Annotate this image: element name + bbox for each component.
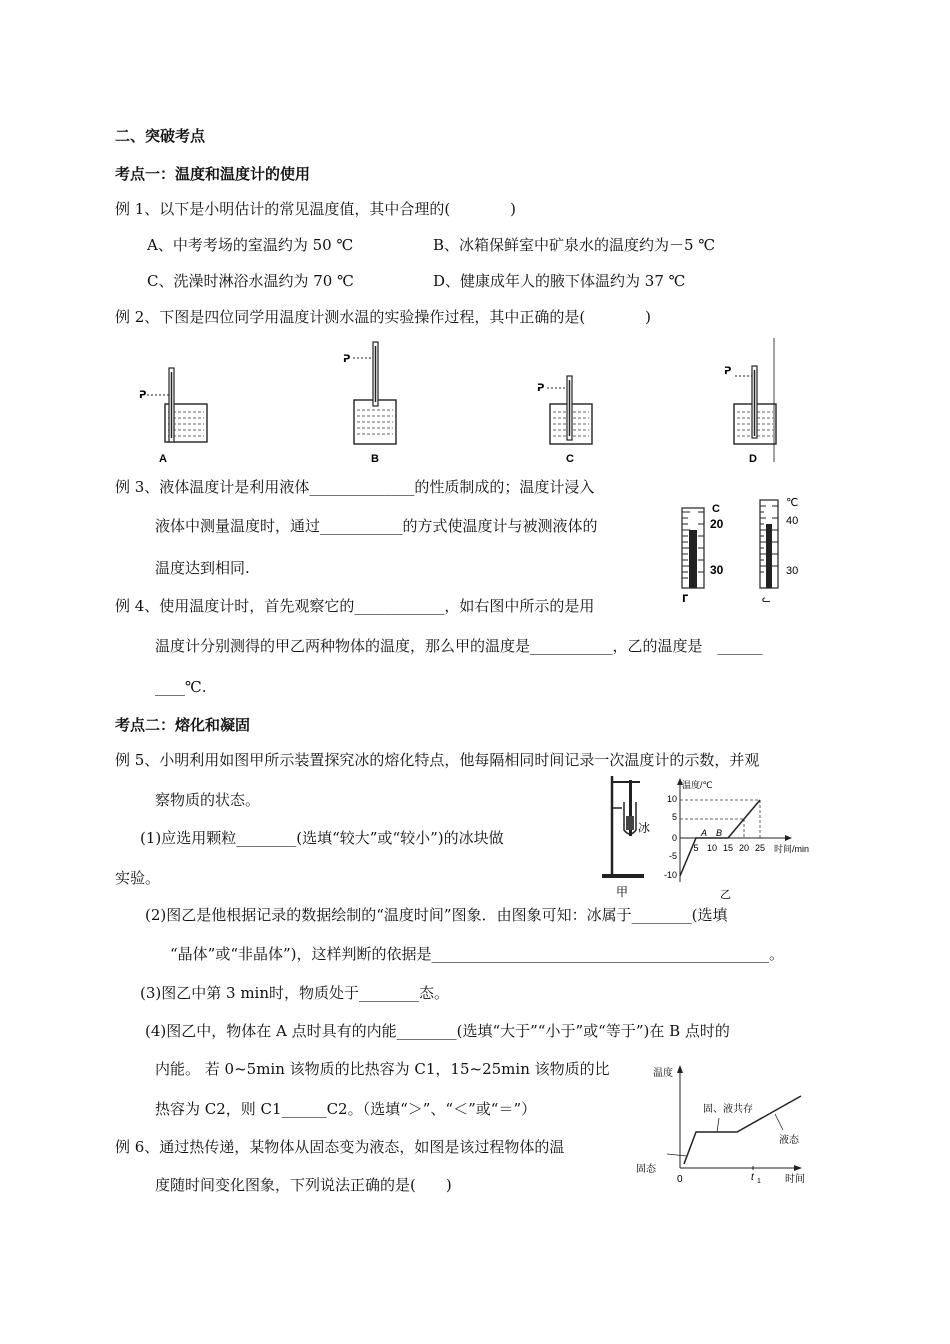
thermometer-yi (760, 497, 798, 605)
jia-tick-20: 20 (710, 517, 724, 531)
ex4-line-3: ____℃. (155, 678, 207, 696)
yi-caption: 乙 (720, 889, 731, 901)
ex5-q4c: 热容为 C2，则 C1______C2。（选填“＞”、“＜”或“＝”） (155, 1100, 537, 1118)
beaker-c (537, 376, 592, 444)
label-d: D (749, 453, 757, 464)
ex4-line-1: 例 4、使用温度计时，首先观察它的____________，如右图中所示的是用 (115, 597, 595, 615)
x-tick-15: 15 (722, 843, 734, 853)
ex6-x-label: 时间 (785, 1174, 805, 1185)
x-tick-25: 25 (754, 843, 766, 853)
ex5-graph (660, 776, 810, 902)
ex5-apparatus (600, 772, 660, 900)
x-tick-5: 5 (693, 843, 699, 853)
ex5-q2a: (2)图乙是他根据记录的数据绘制的“温度时间”图象．由图象可知：冰属于________(选填 (145, 906, 728, 924)
ex5-q1b: 实验。 (115, 869, 161, 887)
topic-1-title: 考点一：温度和温度计的使用 (115, 165, 311, 183)
jia-unit: C (712, 503, 720, 515)
ex1-option-c: C、洗澡时淋浴水温约为 70 ℃ (147, 272, 354, 290)
yi-tick-40: 40 (786, 515, 799, 527)
section-title: 二、突破考点 (115, 127, 206, 145)
point-a-label: A (701, 828, 708, 838)
ex1-option-a: A、中考考场的室温约为 50 ℃ (147, 236, 354, 254)
x-tick-10: 10 (706, 843, 718, 853)
svg-text:ᓚ: ᓚ (762, 594, 771, 605)
svg-text:ᕈ: ᕈ (139, 390, 147, 401)
ex6-line-1: 例 6、通过热传递，某物体从固态变为液态，如图是该过程物体的温 (115, 1138, 565, 1156)
beaker-b (343, 342, 396, 444)
ex1-option-d: D、健康成年人的腋下体温约为 37 ℃ (433, 272, 686, 290)
ex6-graph (625, 1060, 815, 1190)
ex6-solid-label: 固态 (636, 1164, 656, 1175)
ex5-q1a: (1)应选用颗粒________(选填“较大”或“较小”)的冰块做 (140, 829, 504, 847)
topic-2-title: 考点二：熔化和凝固 (115, 716, 251, 734)
label-c: C (566, 453, 574, 464)
ex4-line-2: 温度计分别测得的甲乙两种物体的温度，那么甲的温度是___________，乙的温度是 ______ (155, 637, 763, 655)
ex6-line-2: 度随时间变化图象，下列说法正确的是( ) (155, 1176, 452, 1194)
y-axis-label: 温度/℃ (682, 780, 713, 790)
ex6-y-label: 温度 (653, 1068, 673, 1079)
y-tick-0: 0 (671, 833, 677, 843)
y-tick-10: 10 (666, 794, 677, 804)
beaker-d (724, 366, 776, 444)
ex5-line-1: 例 5、小明利用如图甲所示装置探究冰的熔化特点，他每隔相同时间记录一次温度计的示数，并观 (115, 751, 760, 769)
ex6-origin: 0 (677, 1174, 683, 1185)
y-tick-5: 5 (671, 812, 677, 822)
ex3-line-1: 例 3、液体温度计是利用液体______________的性质制成的；温度计浸入 (115, 478, 595, 496)
svg-text:ᒥ: ᒥ (682, 594, 689, 605)
ex1-stem: 例 1、以下是小明估计的常见温度值，其中合理的( ) (115, 200, 517, 218)
svg-text:ᕈ: ᕈ (724, 366, 732, 377)
beaker-a (139, 368, 207, 442)
ex5-q4a: (4)图乙中，物体在 A 点时具有的内能________(选填“大于”“小于”或“等于”)在 B 点时的 (145, 1022, 730, 1040)
yi-tick-30: 30 (786, 565, 799, 577)
ex6-t1-sub: 1 (757, 1178, 761, 1185)
ice-label: 冰 (638, 821, 651, 835)
x-axis-label: 时间/min (774, 844, 810, 854)
point-b-label: B (716, 828, 723, 838)
jia-caption: 甲 (616, 885, 629, 899)
jia-tick-30: 30 (710, 563, 724, 577)
ex6-liquid-label: 液态 (779, 1135, 799, 1146)
x-tick-20: 20 (738, 843, 750, 853)
ex1-option-b: B、冰箱保鲜室中矿泉水的温度约为－5 ℃ (433, 236, 716, 254)
svg-text:ᕈ: ᕈ (343, 354, 351, 365)
ex2-stem: 例 2、下图是四位同学用温度计测水温的实验操作过程，其中正确的是( ) (115, 308, 652, 326)
label-b: B (371, 453, 379, 464)
ex5-q4b: 内能。 若 0~5min 该物质的比热容为 C1，15~25min 该物质的比 (155, 1060, 610, 1078)
svg-text:ᕈ: ᕈ (537, 383, 545, 394)
ex5-q3: (3)图乙中第 3 min时，物质处于________态。 (140, 984, 450, 1002)
ex3-line-2: 液体中测量温度时，通过___________的方式使温度计与被测液体的 (155, 517, 598, 535)
ex6-t1: t (751, 1172, 754, 1183)
thermometer-jia (682, 503, 724, 605)
ex3-line-3: 温度达到相同. (155, 559, 250, 577)
yi-unit: ℃ (786, 497, 799, 509)
y-tick-neg10: -10 (663, 870, 677, 880)
y-tick-neg5: -5 (668, 851, 677, 861)
thermometer-figure (668, 494, 808, 606)
ex5-line-2: 察物质的状态。 (155, 791, 261, 809)
ex5-q2b: “晶体”或“非晶体”)，这样判断的依据是_____________________________________________。 (170, 945, 785, 963)
label-a: A (159, 453, 167, 464)
ex2-figure (125, 338, 777, 464)
ex6-mixed-label: 固、液共存 (703, 1104, 753, 1115)
